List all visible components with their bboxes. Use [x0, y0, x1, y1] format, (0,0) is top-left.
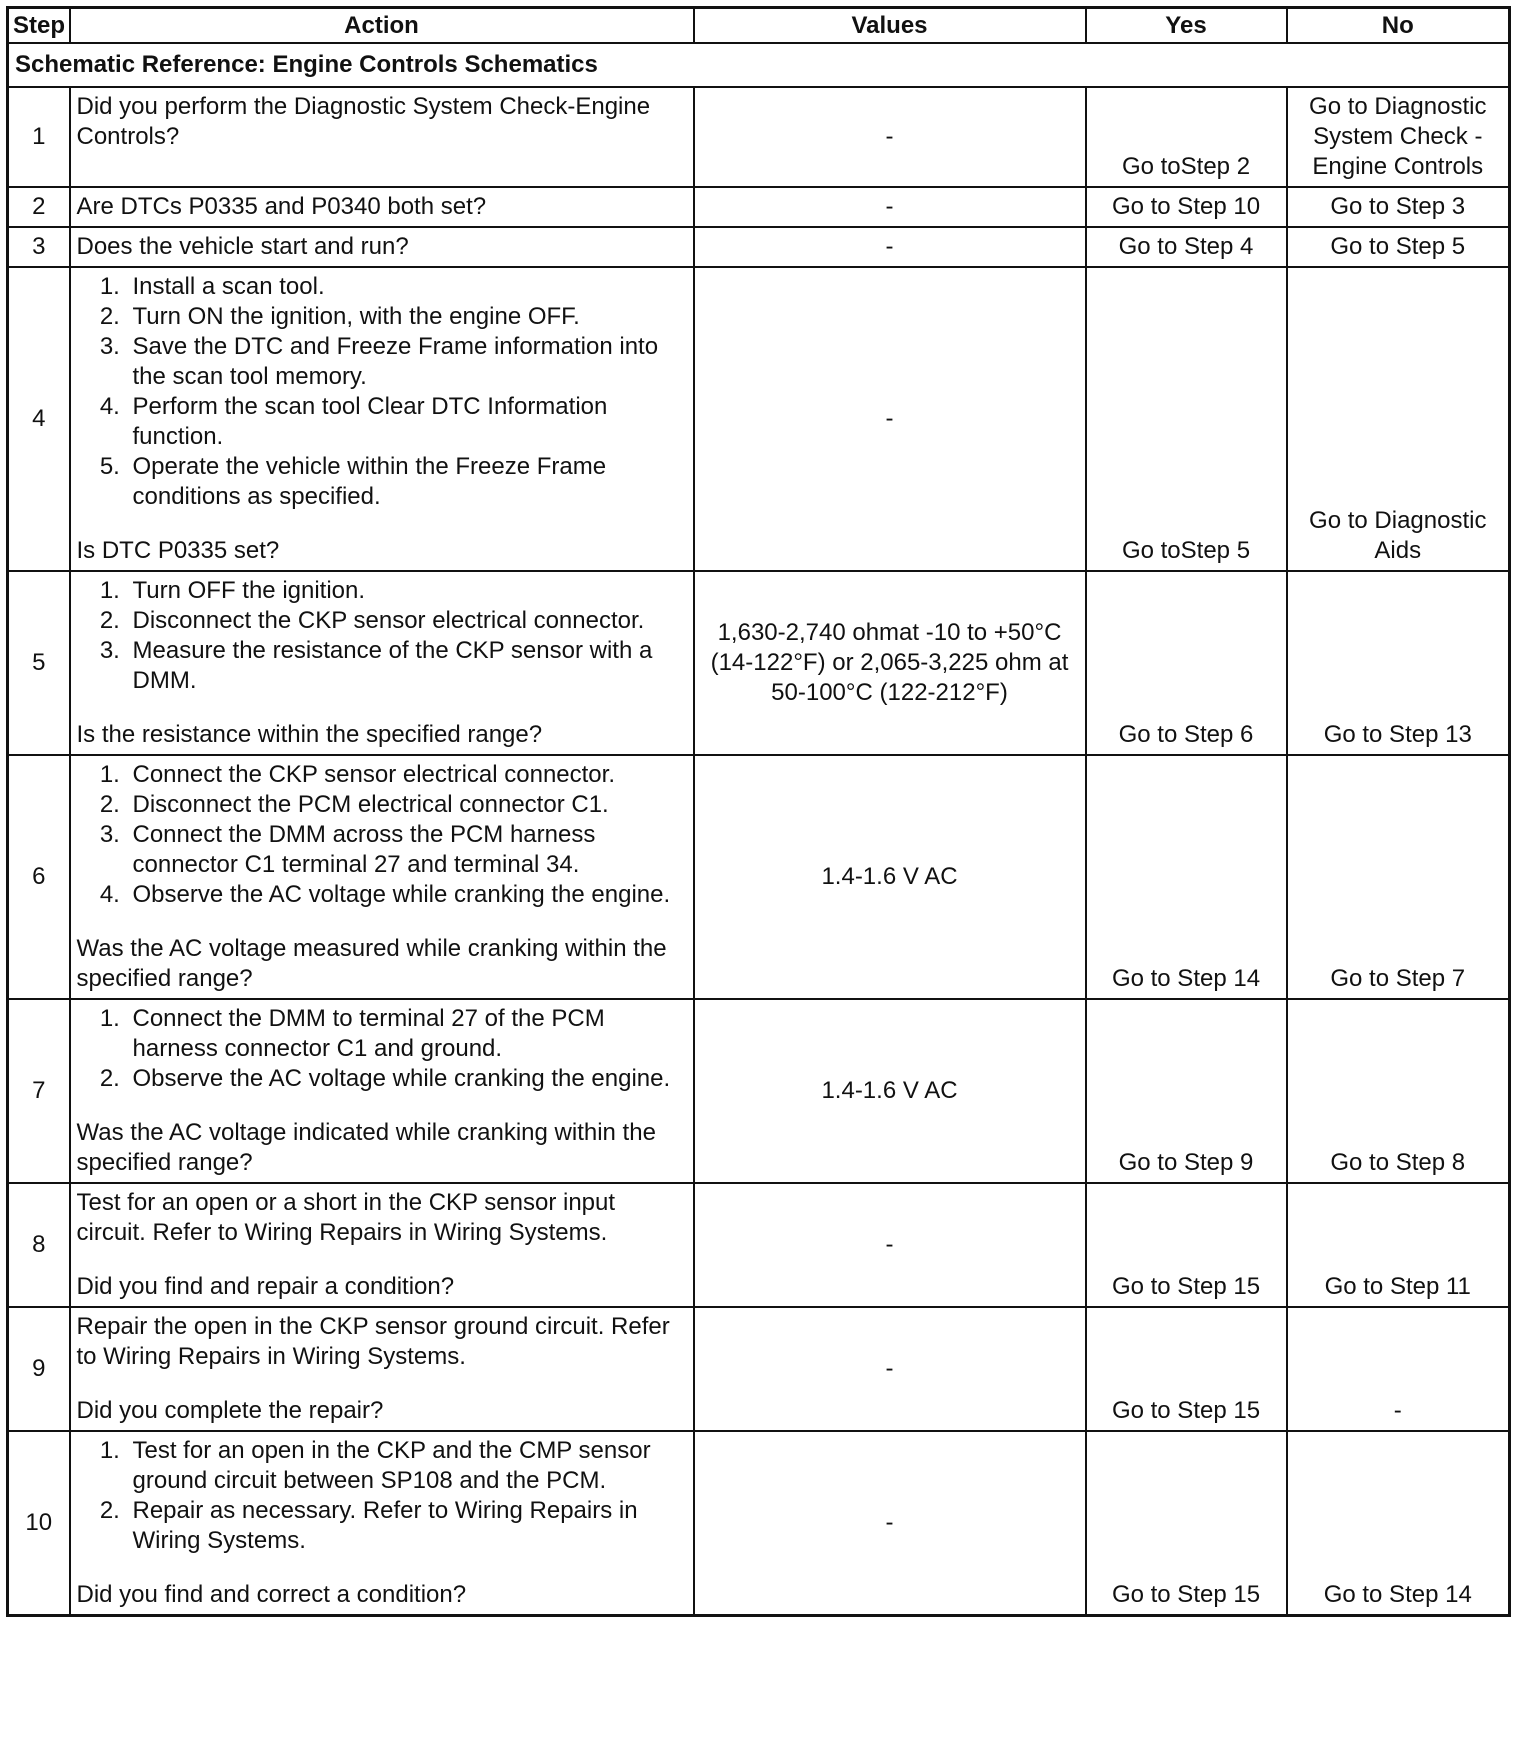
- no-cell: Go to Step 14: [1287, 1431, 1510, 1616]
- action-cell: [70, 87, 694, 187]
- action-text: Are DTCs P0335 and P0340 both set?: [76, 193, 487, 220]
- table-row: [8, 755, 1510, 999]
- action-text: Repair the open in the CKP sensor ground circuit. Refer to Wiring Repairs in Wiring Systems.: [76, 1313, 670, 1370]
- action-step: 3. Measure the resistance of the CKP sensor with a DMM.: [127, 636, 687, 696]
- action-cell: [70, 187, 694, 227]
- yes-cell: Go to Step 15: [1086, 1431, 1287, 1616]
- action-question: Did you complete the repair?: [76, 1397, 384, 1424]
- action-cell: [70, 1431, 694, 1616]
- action-cell: [70, 999, 694, 1183]
- no-cell: Go to Step 13: [1287, 571, 1510, 755]
- action-cell: [70, 1307, 694, 1431]
- yes-cell: Go to Step 6: [1086, 571, 1287, 755]
- action-step: 1. Test for an open in the CKP and the CMP sensor ground circuit between SP108 and the PCM.: [127, 1436, 687, 1496]
- step-number: 3: [8, 227, 70, 267]
- action-cell: [70, 267, 694, 571]
- no-cell: Go to Step 11: [1287, 1183, 1510, 1307]
- yes-cell: Go to Step 10: [1086, 187, 1287, 227]
- step-number: 2: [8, 187, 70, 227]
- schematic-reference-row: [8, 43, 1510, 87]
- step-number: 6: [8, 755, 70, 999]
- action-step: 1. Turn OFF the ignition.: [127, 576, 687, 606]
- no-cell: Go to Step 8: [1287, 999, 1510, 1183]
- table-row: [8, 267, 1510, 571]
- action-cell: [70, 571, 694, 755]
- action-step: 2. Repair as necessary. Refer to Wiring Repairs in Wiring Systems.: [127, 1496, 687, 1556]
- action-steps-list: [77, 272, 687, 512]
- action-step: 2. Disconnect the CKP sensor electrical connector.: [127, 606, 687, 636]
- table-row: [8, 1183, 1510, 1307]
- step-number: 1: [8, 87, 70, 187]
- no-cell: Go to Diagnostic Aids: [1287, 267, 1510, 571]
- action-text: Test for an open or a short in the CKP sensor input circuit. Refer to Wiring Repairs in Wiring Systems.: [76, 1189, 616, 1246]
- no-cell: -: [1287, 1307, 1510, 1431]
- action-step: 3. Connect the DMM across the PCM harness connector C1 terminal 27 and terminal 34.: [127, 820, 687, 880]
- schematic-reference: Schematic Reference: Engine Controls Schematics: [8, 43, 1510, 87]
- action-step: 2. Observe the AC voltage while cranking the engine.: [127, 1064, 687, 1094]
- action-text: Does the vehicle start and run?: [76, 233, 409, 260]
- header-step: Step: [8, 8, 70, 44]
- table-row: [8, 1307, 1510, 1431]
- value-cell: -: [694, 1183, 1086, 1307]
- table-row: [8, 87, 1510, 187]
- action-step: 1. Install a scan tool.: [127, 272, 687, 302]
- action-question: Did you find and repair a condition?: [76, 1273, 455, 1300]
- action-step: 5. Operate the vehicle within the Freeze Frame conditions as specified.: [127, 452, 687, 512]
- no-cell: Go to Step 5: [1287, 227, 1510, 267]
- action-steps-list: [77, 576, 687, 696]
- action-step: 1. Connect the CKP sensor electrical connector.: [127, 760, 687, 790]
- header-no: No: [1287, 8, 1510, 44]
- value-cell: 1,630-2,740 ohmat -10 to +50°C (14-122°F) or 2,065-3,225 ohm at 50-100°C (122-212°F): [694, 571, 1086, 755]
- action-step: 4. Perform the scan tool Clear DTC Information function.: [127, 392, 687, 452]
- value-cell: -: [694, 1307, 1086, 1431]
- no-cell: Go to Diagnostic System Check - Engine Controls: [1287, 87, 1510, 187]
- action-steps-list: [77, 1004, 687, 1094]
- action-question: Is DTC P0335 set?: [76, 537, 280, 564]
- action-step: 2. Disconnect the PCM electrical connector C1.: [127, 790, 687, 820]
- header-yes: Yes: [1086, 8, 1287, 44]
- no-cell: Go to Step 7: [1287, 755, 1510, 999]
- yes-cell: Go to Step 15: [1086, 1183, 1287, 1307]
- value-cell: 1.4-1.6 V AC: [694, 999, 1086, 1183]
- step-number: 9: [8, 1307, 70, 1431]
- diagnostic-table-page: [6, 6, 1508, 1617]
- action-question: Did you find and correct a condition?: [76, 1581, 467, 1608]
- action-step: 2. Turn ON the ignition, with the engine OFF.: [127, 302, 687, 332]
- action-cell: [70, 1183, 694, 1307]
- step-number: 10: [8, 1431, 70, 1616]
- action-steps-list: [77, 1436, 687, 1556]
- step-number: 8: [8, 1183, 70, 1307]
- no-cell: Go to Step 3: [1287, 187, 1510, 227]
- yes-cell: Go to Step 4: [1086, 227, 1287, 267]
- value-cell: 1.4-1.6 V AC: [694, 755, 1086, 999]
- action-step: 4. Observe the AC voltage while cranking the engine.: [127, 880, 687, 910]
- action-question: Was the AC voltage indicated while cranking within the specified range?: [76, 1119, 656, 1176]
- header-action: Action: [70, 8, 694, 44]
- step-number: 5: [8, 571, 70, 755]
- yes-cell: Go toStep 5: [1086, 267, 1287, 571]
- action-text: Did you perform the Diagnostic System Check-Engine Controls?: [76, 93, 651, 150]
- header-row: [8, 8, 1510, 44]
- table-row: [8, 999, 1510, 1183]
- yes-cell: Go to Step 15: [1086, 1307, 1287, 1431]
- value-cell: -: [694, 1431, 1086, 1616]
- header-values: Values: [694, 8, 1086, 44]
- value-cell: -: [694, 87, 1086, 187]
- action-cell: [70, 755, 694, 999]
- action-cell: [70, 227, 694, 267]
- value-cell: -: [694, 267, 1086, 571]
- action-steps-list: [77, 760, 687, 910]
- yes-cell: Go toStep 2: [1086, 87, 1287, 187]
- action-question: Was the AC voltage measured while cranking within the specified range?: [76, 935, 667, 992]
- step-number: 4: [8, 267, 70, 571]
- table-row: [8, 227, 1510, 267]
- yes-cell: Go to Step 9: [1086, 999, 1287, 1183]
- step-number: 7: [8, 999, 70, 1183]
- action-step: 3. Save the DTC and Freeze Frame information into the scan tool memory.: [127, 332, 687, 392]
- value-cell: -: [694, 227, 1086, 267]
- value-cell: -: [694, 187, 1086, 227]
- action-step: 1. Connect the DMM to terminal 27 of the PCM harness connector C1 and ground.: [127, 1004, 687, 1064]
- yes-cell: Go to Step 14: [1086, 755, 1287, 999]
- table-row: [8, 187, 1510, 227]
- diagnostic-table: [6, 6, 1511, 1617]
- table-row: [8, 571, 1510, 755]
- table-row: [8, 1431, 1510, 1616]
- action-question: Is the resistance within the specified range?: [76, 721, 543, 748]
